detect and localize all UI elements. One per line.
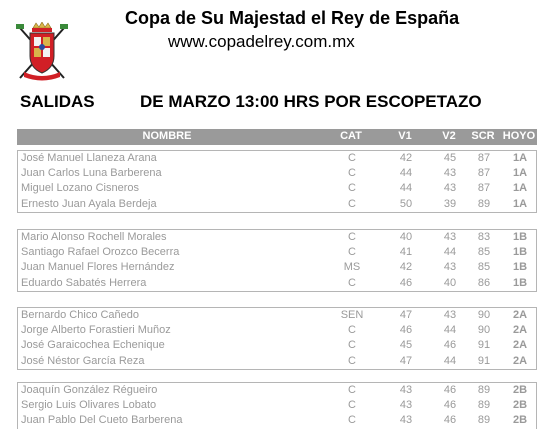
subtitle-salidas: SALIDAS	[20, 92, 95, 111]
score-total: 85	[477, 246, 491, 259]
table-row	[18, 383, 536, 398]
table-row	[18, 398, 536, 413]
table-row	[18, 276, 536, 291]
score-total: 89	[477, 384, 491, 396]
score-v1: 44	[399, 182, 413, 195]
score-v2: 43	[443, 182, 457, 195]
column-header-nombre: NOMBRE	[142, 130, 192, 142]
table-row	[18, 230, 536, 245]
score-v2: 46	[443, 339, 457, 352]
player-category: C	[348, 339, 356, 352]
score-v1: 43	[399, 384, 413, 396]
player-name: Miguel Lozano Cisneros	[21, 182, 140, 195]
score-v2: 40	[443, 276, 457, 289]
table-header	[17, 129, 537, 145]
score-v2: 43	[443, 231, 457, 243]
tee-group-2b	[17, 382, 537, 429]
starting-hole: 1A	[512, 152, 528, 164]
score-total: 86	[477, 276, 491, 289]
player-name: José Manuel Llaneza Arana	[21, 152, 157, 164]
player-name: Juan Manuel Flores Hernández	[21, 261, 175, 274]
player-category: C	[348, 324, 356, 337]
score-v1: 40	[399, 231, 413, 243]
score-v1: 42	[399, 152, 413, 164]
column-header-scr: SCR	[471, 130, 495, 142]
player-name: Bernardo Chico Cañedo	[21, 309, 140, 321]
score-total: 90	[477, 324, 491, 337]
subtitle-date-time: DE MARZO 13:00 HRS POR ESCOPETAZO	[140, 92, 482, 111]
player-category: C	[348, 414, 356, 427]
player-category: C	[348, 152, 356, 164]
player-category: C	[348, 197, 356, 210]
score-total: 85	[477, 261, 491, 274]
player-category: C	[348, 231, 356, 243]
column-header-cat: CAT	[340, 130, 362, 142]
player-name: Juan Pablo Del Cueto Barberena	[21, 414, 183, 427]
table-row	[18, 245, 536, 260]
score-total: 89	[477, 414, 491, 427]
table-row	[18, 354, 536, 369]
score-total: 87	[477, 182, 491, 195]
score-v1: 41	[399, 246, 413, 259]
player-name: José Néstor García Reza	[21, 354, 145, 367]
starting-hole: 2A	[512, 339, 528, 352]
player-name: Ernesto Juan Ayala Berdeja	[21, 197, 157, 210]
starting-hole: 2A	[512, 324, 528, 337]
site-url: www.copadelrey.com.mx	[168, 32, 355, 51]
starting-hole: 1B	[512, 276, 528, 289]
score-total: 87	[477, 167, 491, 180]
player-category: MS	[343, 261, 361, 274]
score-v2: 46	[443, 399, 457, 412]
score-v1: 42	[399, 261, 413, 274]
score-v2: 43	[443, 167, 457, 180]
crest-logo	[16, 22, 68, 82]
score-total: 91	[477, 339, 491, 352]
starting-hole: 2B	[512, 384, 528, 396]
player-category: C	[348, 276, 356, 289]
starting-hole: 1B	[512, 231, 528, 243]
score-v1: 47	[399, 309, 413, 321]
starting-hole: 2A	[512, 309, 528, 321]
score-v1: 44	[399, 167, 413, 180]
player-category: C	[348, 384, 356, 396]
starting-hole: 1B	[512, 246, 528, 259]
player-name: Santiago Rafael Orozco Becerra	[21, 246, 180, 259]
score-total: 87	[477, 152, 491, 164]
table-row	[18, 181, 536, 196]
starting-hole: 1A	[512, 182, 528, 195]
player-name: Mario Alonso Rochell Morales	[21, 231, 167, 243]
score-v1: 46	[399, 276, 413, 289]
player-name: José Garaicochea Echenique	[21, 339, 165, 352]
column-header-v2: V2	[442, 130, 456, 142]
score-total: 90	[477, 309, 491, 321]
player-category: C	[348, 399, 356, 412]
page-title: Copa de Su Majestad el Rey de España	[125, 8, 460, 28]
table-row	[18, 338, 536, 353]
score-v2: 46	[443, 414, 457, 427]
table-row	[18, 323, 536, 338]
score-v2: 44	[443, 354, 457, 367]
score-total: 89	[477, 197, 491, 210]
table-row	[18, 308, 536, 323]
table-row	[18, 413, 536, 428]
score-total: 91	[477, 354, 491, 367]
score-v2: 43	[443, 309, 457, 321]
score-v1: 43	[399, 399, 413, 412]
player-category: C	[348, 354, 356, 367]
score-v1: 47	[399, 354, 413, 367]
table-row	[18, 197, 536, 212]
player-category: C	[348, 182, 356, 195]
score-v1: 50	[399, 197, 413, 210]
tee-group-1b	[17, 229, 537, 292]
player-name: Juan Carlos Luna Barberena	[21, 167, 162, 180]
player-name: Sergio Luis Olivares Lobato	[21, 399, 157, 412]
player-name: Joaquín González Régueiro	[21, 384, 158, 396]
column-header-v1: V1	[398, 130, 412, 142]
table-row	[18, 260, 536, 275]
schedule-subtitle	[20, 92, 482, 112]
score-v1: 46	[399, 324, 413, 337]
score-v2: 44	[443, 324, 457, 337]
starting-hole: 1A	[512, 197, 528, 210]
score-v2: 46	[443, 384, 457, 396]
player-category: SEN	[340, 309, 364, 321]
player-name: Jorge Alberto Forastieri Muñoz	[21, 324, 171, 337]
score-total: 83	[477, 231, 491, 243]
score-total: 89	[477, 399, 491, 412]
starting-hole: 2B	[512, 399, 528, 412]
table-row	[18, 166, 536, 181]
column-header-hoyo: HOYO	[502, 130, 536, 142]
player-category: C	[348, 246, 356, 259]
score-v2: 45	[443, 152, 457, 164]
score-v1: 43	[399, 414, 413, 427]
player-category: C	[348, 167, 356, 180]
tee-group-1a	[17, 150, 537, 213]
player-name: Eduardo Sabatés Herrera	[21, 276, 147, 289]
starting-hole: 2A	[512, 354, 528, 367]
table-row	[18, 151, 536, 166]
starting-hole: 1A	[512, 167, 528, 180]
starting-hole: 2B	[512, 414, 528, 427]
starting-hole: 1B	[512, 261, 528, 274]
tee-group-2a	[17, 307, 537, 370]
score-v2: 43	[443, 261, 457, 274]
score-v2: 44	[443, 246, 457, 259]
score-v2: 39	[443, 197, 457, 210]
score-v1: 45	[399, 339, 413, 352]
